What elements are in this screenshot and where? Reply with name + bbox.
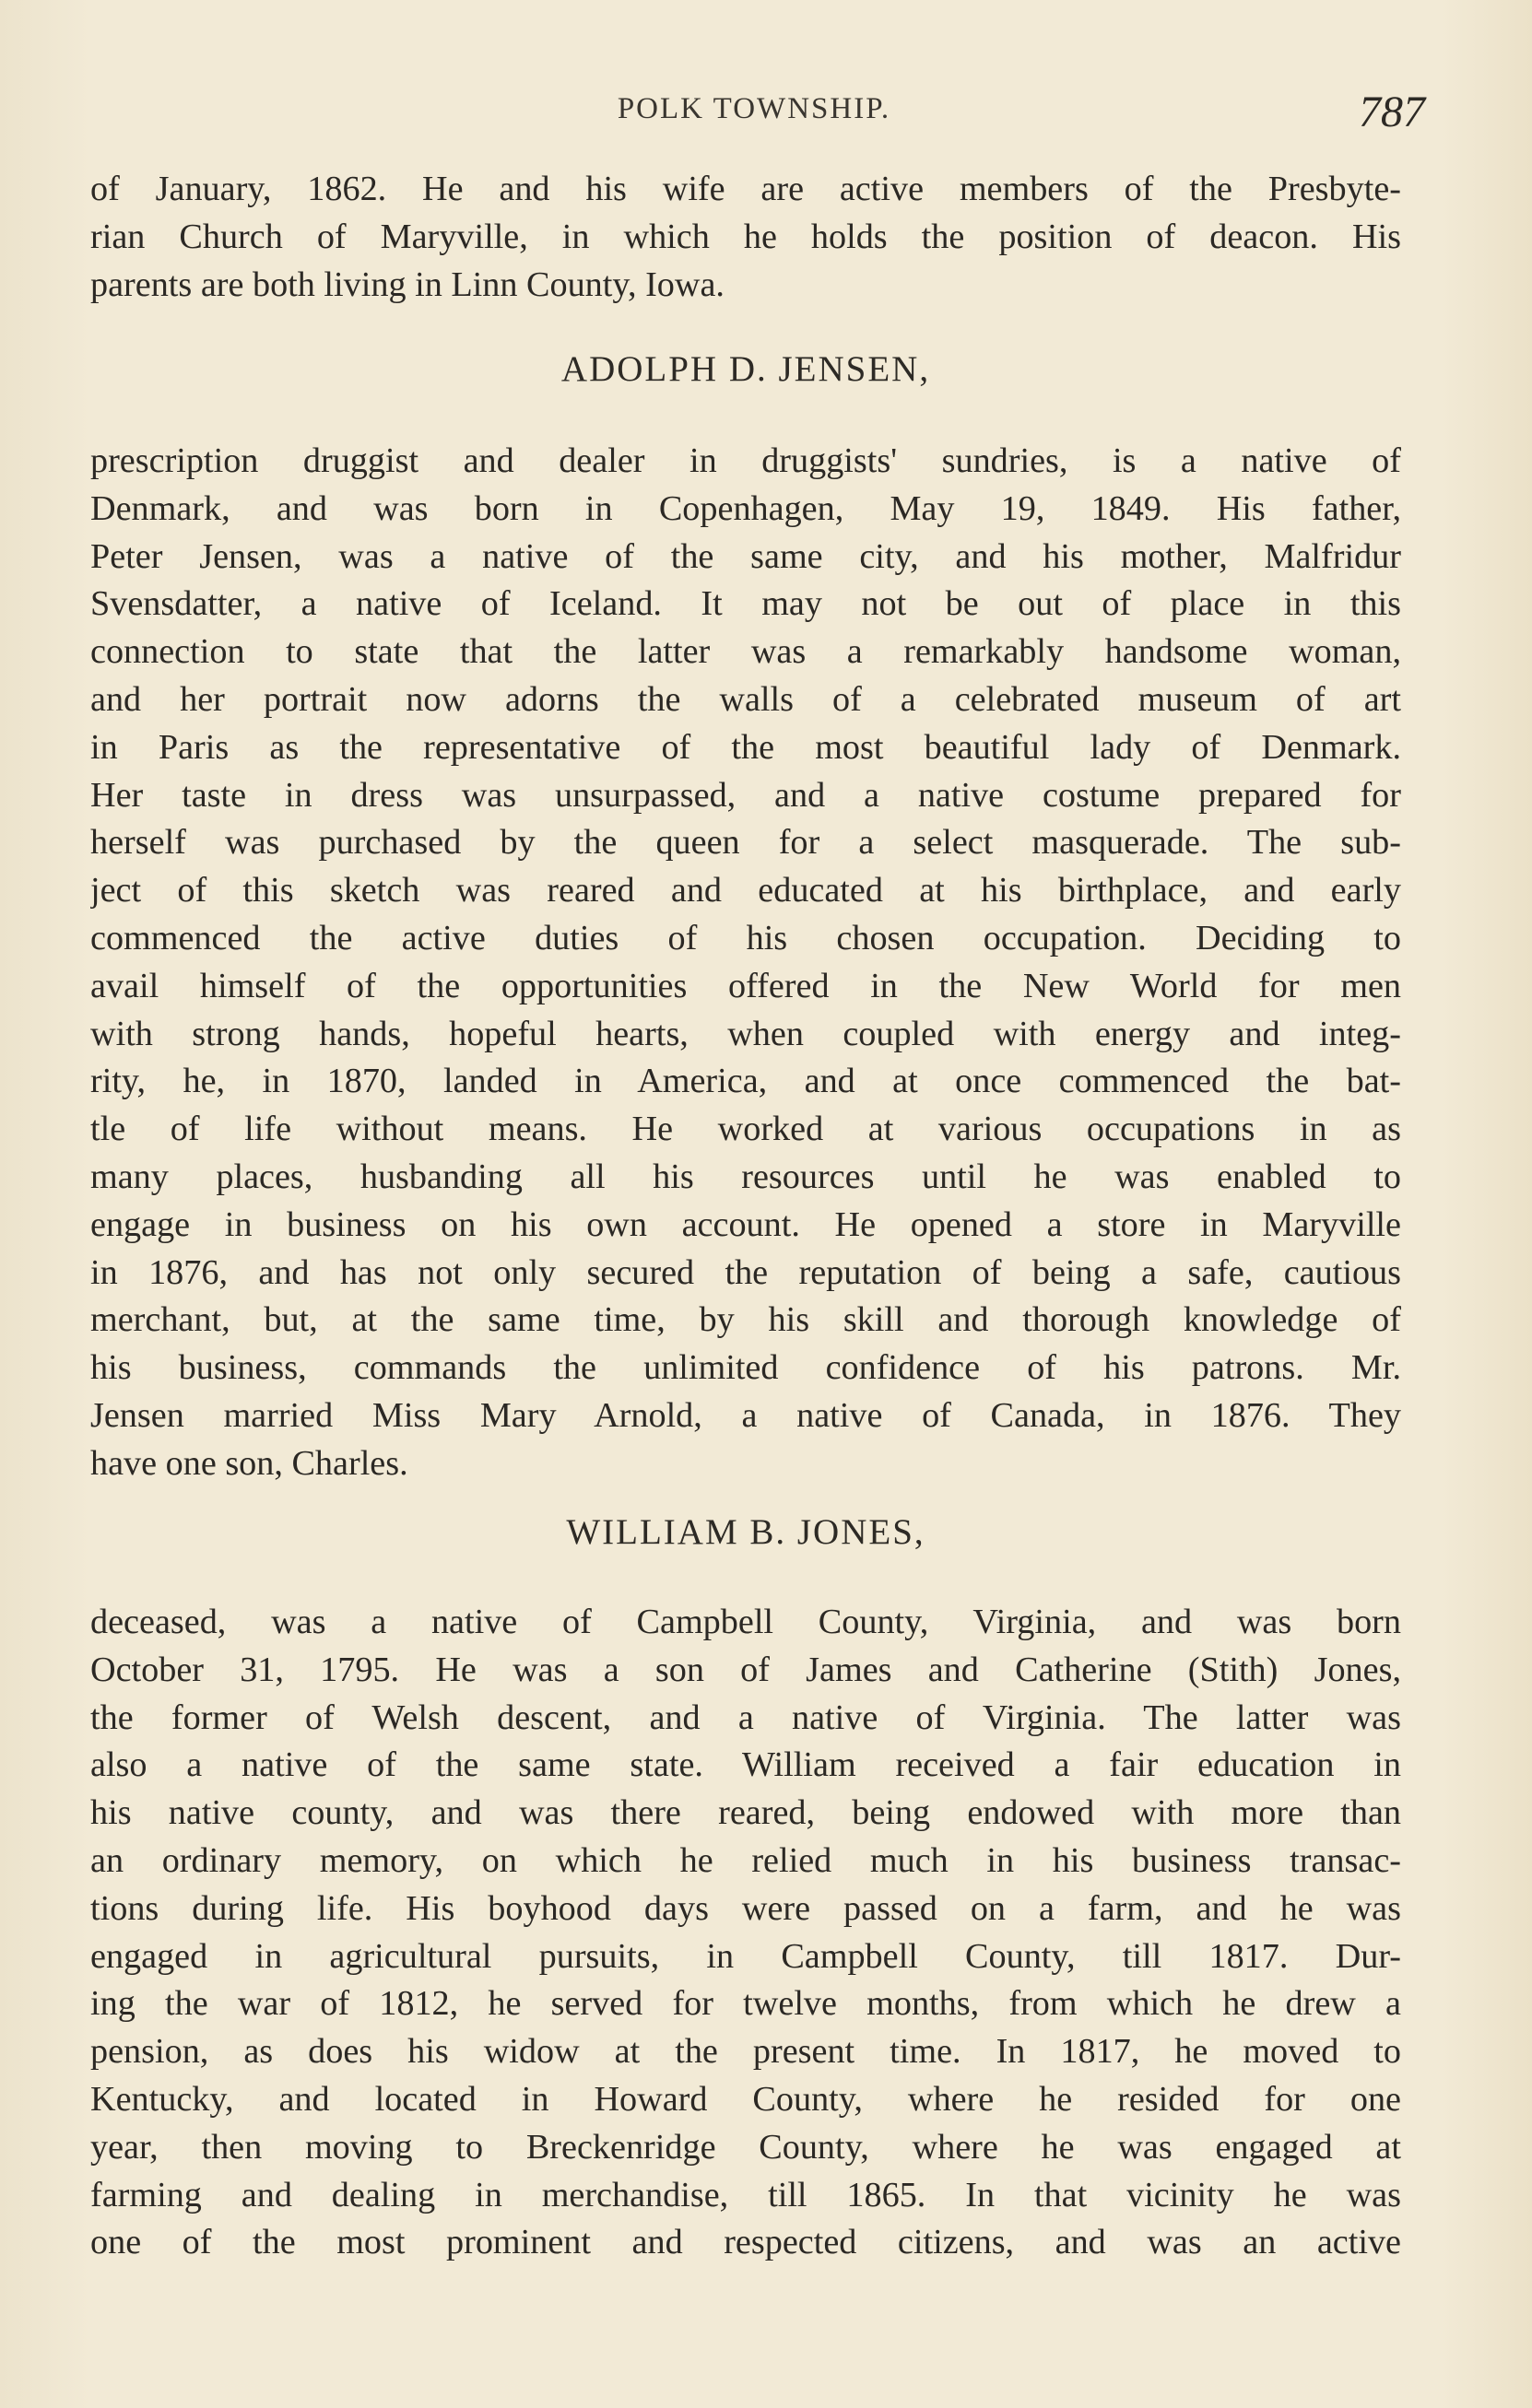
section-heading-jensen: ADOLPH D. JENSEN, xyxy=(560,349,931,389)
jones-biography xyxy=(90,1599,1401,2267)
text-line: and her portrait now adorns the walls of a celebrated museum of art xyxy=(90,679,1401,719)
text-line: October 31, 1795. He was a son of James and Catherine (Stith) Jones, xyxy=(90,1650,1401,1689)
text-line: an ordinary memory, on which he relied much in his business transac- xyxy=(90,1840,1401,1880)
text-line: tions during life. His boyhood days were passed on a farm, and he was xyxy=(90,1888,1401,1928)
text-line: of January, 1862. He and his wife are active members of the Presbyte- xyxy=(90,170,1401,208)
text-line: merchant, but, at the same time, by his skill and thorough knowledge of xyxy=(90,1300,1401,1340)
text-line: year, then moving to Breckenridge County, where he was engaged at xyxy=(90,2127,1401,2167)
intro-paragraph xyxy=(90,166,1401,309)
text-line: rian Church of Maryville, in which he holds the position of deacon. His xyxy=(90,217,1401,256)
text-line: engaged in agricultural pursuits, in Campbell County, till 1817. Dur- xyxy=(90,1936,1401,1976)
text-line: farming and dealing in merchandise, till 1865. In that vicinity he was xyxy=(90,2175,1401,2214)
text-line: his business, commands the unlimited confidence of his patrons. Mr. xyxy=(90,1348,1401,1388)
running-title: POLK TOWNSHIP. xyxy=(617,92,891,125)
text-line: engage in business on his own account. He opened a store in Maryville xyxy=(90,1204,1401,1244)
text-line: avail himself of the opportunities offered in the New World for men xyxy=(90,966,1401,1005)
text-line: ject of this sketch was reared and educated at his birthplace, and early xyxy=(90,871,1401,910)
text-line: also a native of the same state. William received a fair education in xyxy=(90,1745,1401,1785)
text-line: prescription druggist and dealer in druggists' sundries, is a native of xyxy=(90,441,1401,480)
running-head xyxy=(90,88,1425,147)
text-line: with strong hands, hopeful hearts, when coupled with energy and integ- xyxy=(90,1014,1401,1053)
text-line: the former of Welsh descent, and a native of Virginia. The latter was xyxy=(90,1697,1401,1737)
text-line: rity, he, in 1870, landed in America, and at once commenced the bat- xyxy=(90,1062,1401,1101)
page-number: 787 xyxy=(1359,88,1425,136)
text-line: Her taste in dress was unsurpassed, and a native costume prepared for xyxy=(90,775,1401,815)
text-line: many places, husbanding all his resources until he was enabled to xyxy=(90,1157,1401,1196)
text-line: have one son, Charles. xyxy=(90,1443,408,1483)
text-line: his native county, and was there reared, being endowed with more than xyxy=(90,1793,1401,1833)
text-line: commenced the active duties of his chosen occupation. Deciding to xyxy=(90,918,1401,957)
text-line: Peter Jensen, was a native of the same city, and his mother, Malfridur xyxy=(90,536,1401,576)
jensen-biography xyxy=(90,438,1401,1488)
text-line: pension, as does his widow at the present time. In 1817, he moved to xyxy=(90,2032,1401,2072)
text-line: deceased, was a native of Campbell County, Virginia, and was born xyxy=(90,1603,1401,1641)
text-line: one of the most prominent and respected citizens, and was an active xyxy=(90,2223,1401,2262)
text-line: herself was purchased by the queen for a select masquerade. The sub- xyxy=(90,823,1401,863)
text-line: Denmark, and was born in Copenhagen, May 19, 1849. His father, xyxy=(90,488,1401,528)
text-line: parents are both living in Linn County, Iowa. xyxy=(90,264,725,304)
text-line: in 1876, and has not only secured the reputation of being a safe, cautious xyxy=(90,1252,1401,1292)
text-line: Svensdatter, a native of Iceland. It may not be out of place in this xyxy=(90,584,1401,624)
section-heading-jones: WILLIAM B. JONES, xyxy=(566,1512,925,1552)
text-line: ing the war of 1812, he served for twelve months, from which he drew a xyxy=(90,1984,1401,2024)
text-line: Kentucky, and located in Howard County, where he resided for one xyxy=(90,2079,1401,2119)
text-line: connection to state that the latter was a remarkably handsome woman, xyxy=(90,632,1401,672)
text-line: Jensen married Miss Mary Arnold, a native of Canada, in 1876. They xyxy=(90,1395,1401,1435)
text-line: tle of life without means. He worked at various occupations in as xyxy=(90,1110,1401,1149)
text-line: in Paris as the representative of the most beautiful lady of Denmark. xyxy=(90,727,1401,767)
